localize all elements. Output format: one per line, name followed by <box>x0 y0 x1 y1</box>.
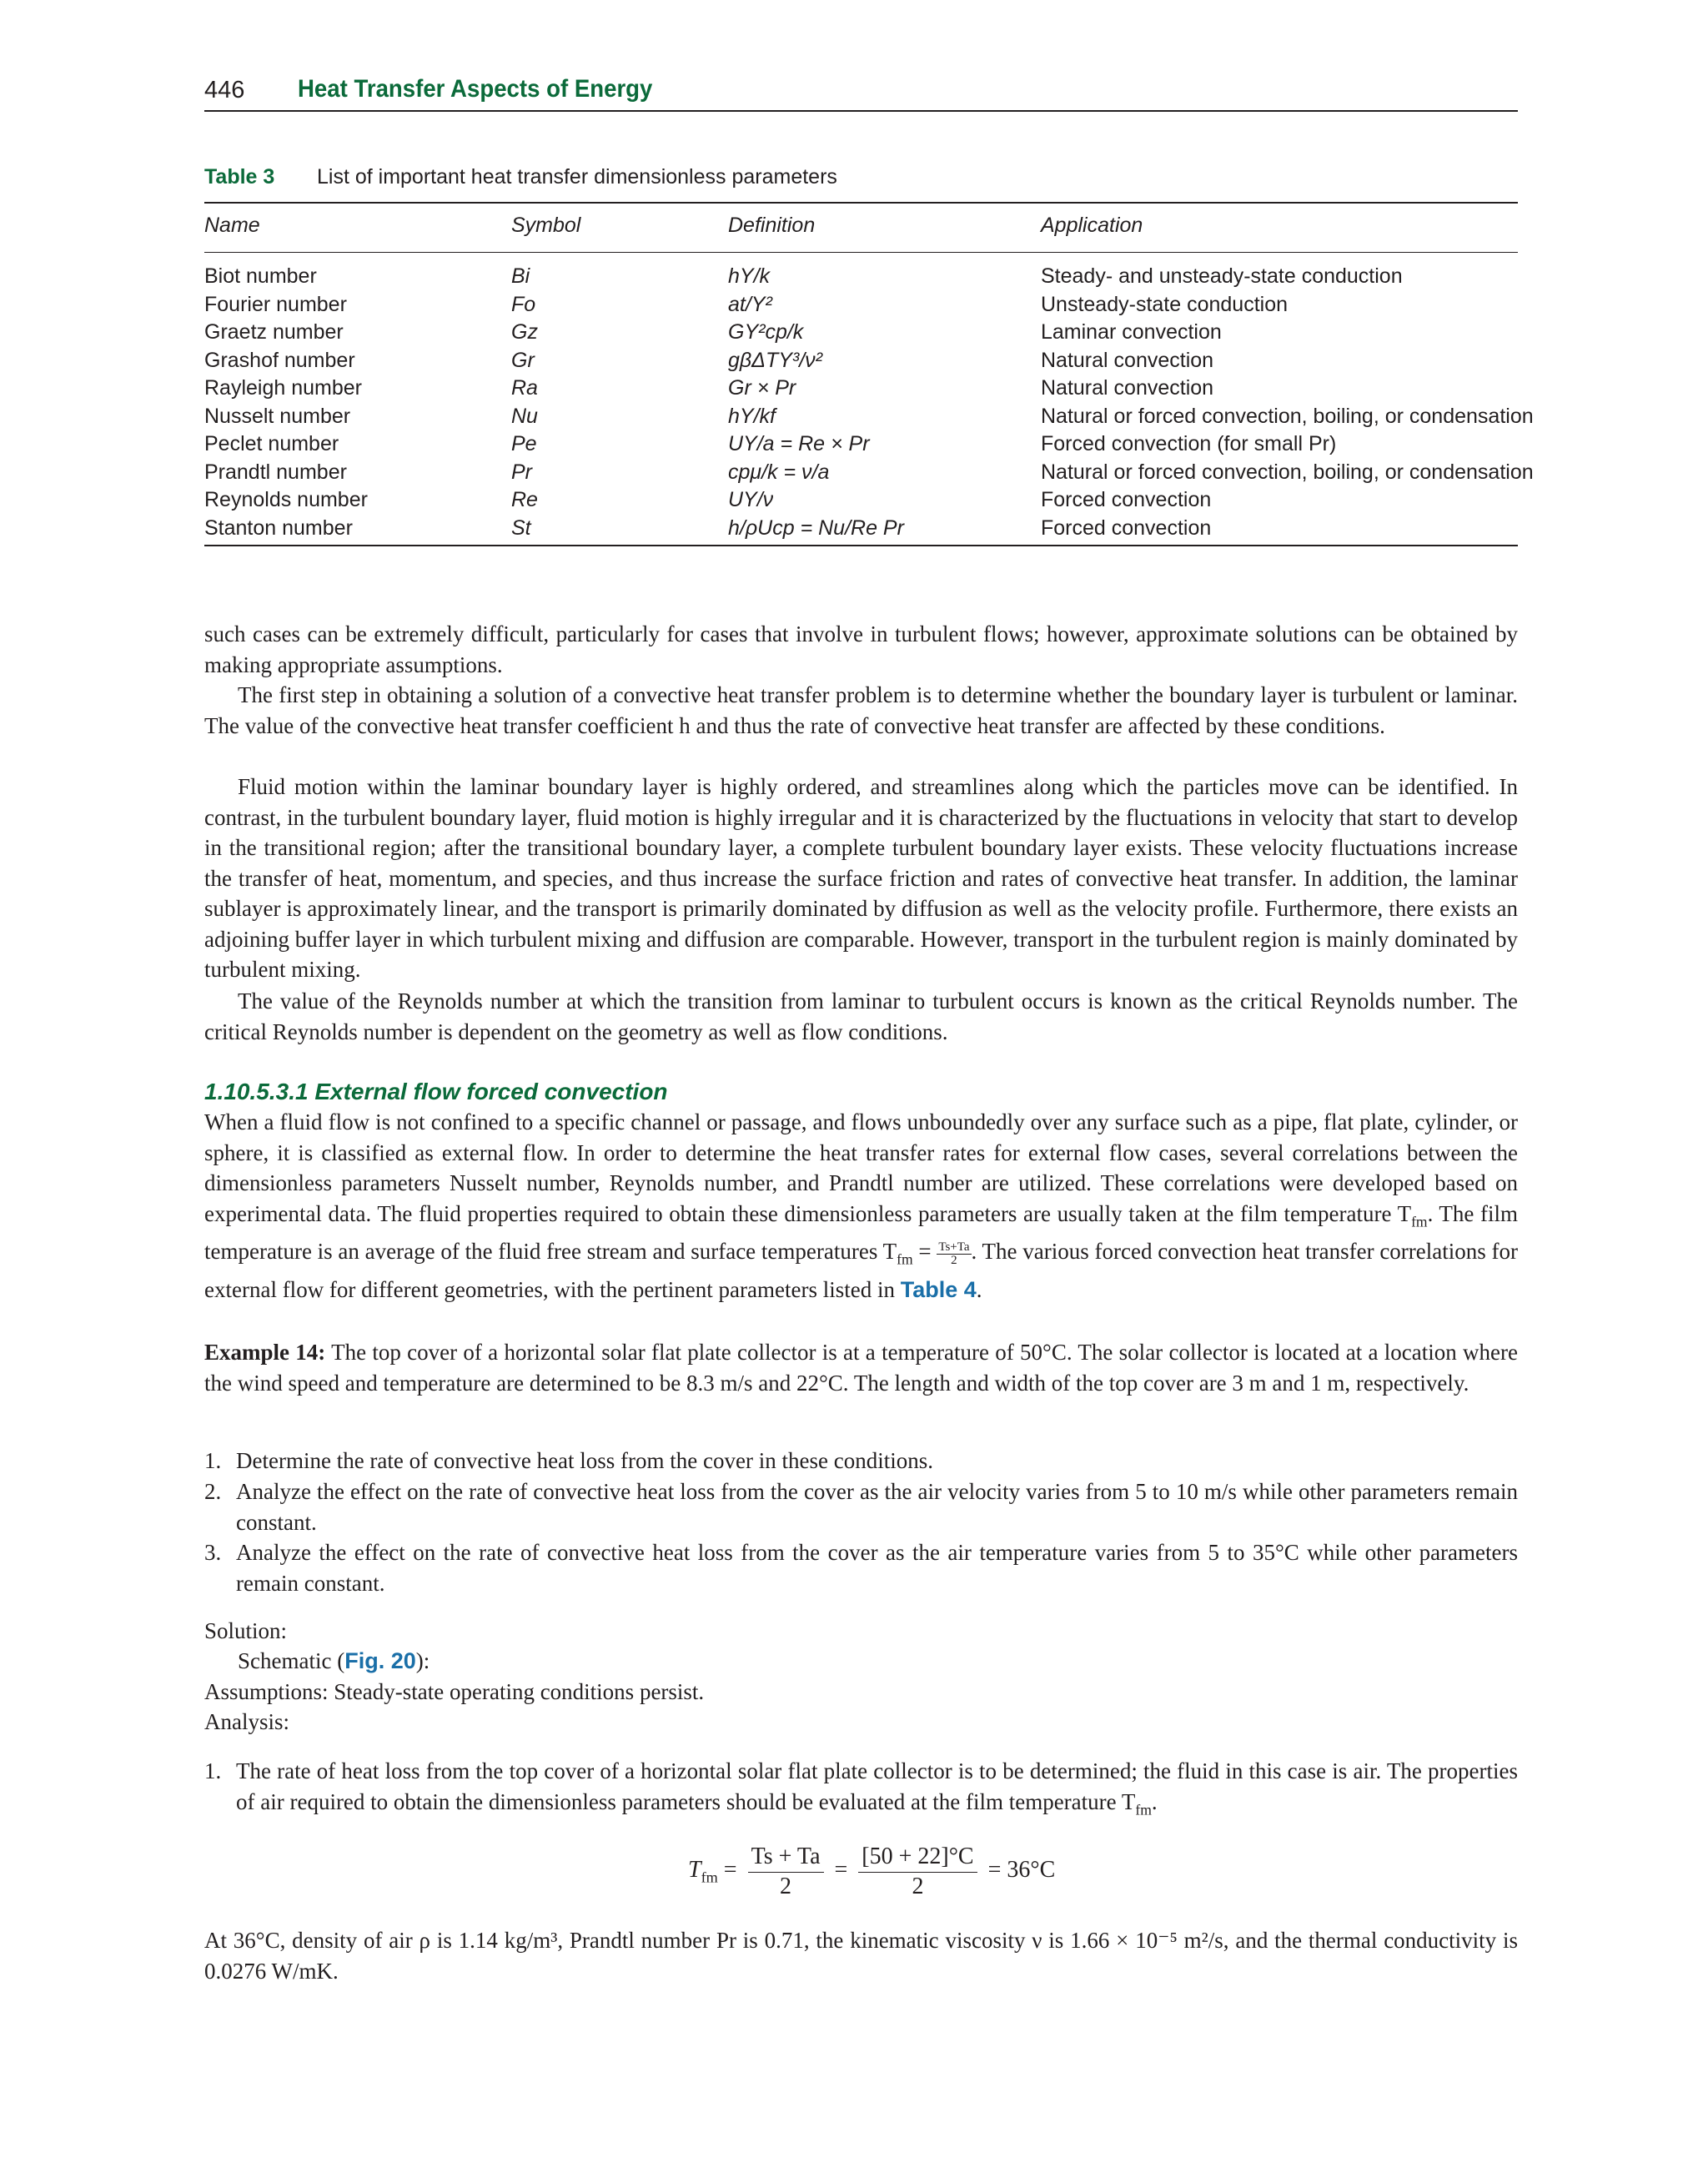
table-cell-name: Nusselt number <box>204 404 351 428</box>
column-header-symbol: Symbol <box>511 214 581 237</box>
schematic-line <box>238 1648 430 1674</box>
paragraph-5-part-c: . The various forced convection heat transfer correlations for external flow for different geometries, with the pertinent parameters listed in <box>204 1239 1518 1303</box>
analysis-item-1: 1. The rate of heat loss from the top cover of a horizontal solar flat plate collector is to be determined; the fluid in this case is air. The properties of air required to obtain the dimensionless parameters should be evaluated at the film temperature $T_{fm}$. <box>204 1758 1518 1818</box>
task-item-3: 3. Analyze the effect on the rate of convective heat loss from the cover as the air temperature varies from 5 to 35°C while other parameters remain constant. <box>204 1537 1518 1598</box>
paragraph-3: Fluid motion within the laminar boundary layer is highly ordered, and streamlines along which the particles move can be identified. In contrast, in the turbulent boundary layer, fluid motion is highly irregular and it is characterized by the fluctuations in velocity that start to develop in the transitional region; after the transitional boundary layer, a complete turbulent boundary layer exists. These velocity fluctuations increase the transfer of heat, momentum, and species, and thus increase the surface friction and rates of convective heat transfer. In addition, the laminar sublayer is approximately linear, and the transport is primarily dominated by diffusion as well as the velocity profile. Furthermore, there exists an adjoining buffer layer in which turbulent mixing and diffusion are comparable. However, transport in the turbulent region is mainly dominated by turbulent mixing. <box>204 774 1518 982</box>
book-title: Heat Transfer Aspects of Energy <box>298 75 653 103</box>
table-cell-symbol: St <box>511 516 531 540</box>
subscript-fm: fm <box>1411 1212 1428 1230</box>
task-text-3: Analyze the effect on the rate of convective heat loss from the cover as the air temperature varies from 5 to 35°C while other parameters remain constant. <box>236 1540 1518 1596</box>
table-header-row <box>204 204 1518 253</box>
table-row <box>204 376 1518 405</box>
parameters-table <box>204 202 1534 546</box>
table-row <box>204 488 1518 516</box>
table-cell-definition: Gr × Pr <box>728 376 796 400</box>
example-label: Example 14: <box>204 1340 326 1365</box>
example-14 <box>204 1337 1518 1398</box>
paragraph-1: such cases can be extremely difficult, particularly for cases that involve in turbulent flows; however, approximate solutions can be obtained by making appropriate assumptions. <box>204 621 1518 677</box>
column-header-application: Application <box>1041 214 1143 237</box>
table-cell-symbol: Re <box>511 488 538 511</box>
table-cell-symbol: Ra <box>511 376 538 400</box>
table-cell-application: Forced convection <box>1041 488 1212 511</box>
analysis-label: Analysis: <box>204 1709 290 1734</box>
equation-f1-numerator: Ts + Ta <box>748 1842 824 1873</box>
table-row <box>204 264 1518 293</box>
subscript-fm-3: fm <box>1135 1800 1152 1818</box>
equation-f1-denominator: 2 <box>780 1874 792 1899</box>
running-header <box>204 77 1518 112</box>
paragraph-4: The value of the Reynolds number at which the transition from laminar to turbulent occurs is known as the critical Reynolds number. The critical Reynolds number is dependent on the geometry as well as flow conditions. <box>204 988 1518 1044</box>
table-cell-definition: at/Y² <box>728 292 772 316</box>
table-row <box>204 320 1518 349</box>
table-cell-symbol: Pr <box>511 460 532 484</box>
schematic-suffix: ): <box>415 1648 430 1673</box>
table-cell-symbol: Fo <box>511 292 536 316</box>
paragraph-5-part-b: . The film temperature is an average of the fluid free stream and surface temperatures T <box>204 1200 1518 1265</box>
task-text-2: Analyze the effect on the rate of convective heat loss from the cover as the air velocity varies from 5 to 10 m/s while other parameters remain constant. <box>236 1479 1518 1535</box>
table-cell-symbol: Nu <box>511 404 538 428</box>
table-cell-definition: h/ρUcp = Nu/Re Pr <box>728 516 904 540</box>
table-cell-definition: gβΔTY³/ν² <box>728 348 823 372</box>
table-cell-application: Forced convection (for small Pr) <box>1041 432 1337 455</box>
paragraph-5: When a fluid flow is not confined to a specific channel or passage, and flows unboundedly over any surface such as a pipe, flat plate, cylinder, or sphere, it is classified as external flow. In order to determine the heat transfer rates for external flow cases, several correlations between the dimensionless parameters Nusselt number, Reynolds number, and Prandtl number are utilized. These correlations were developed based on experimental data. The fluid properties required to obtain these dimensionless parameters are usually taken at the film temperature $T_{fm}$. The film temperature is an average of the fluid free stream and surface temperatures $T_{fm}$ = $\frac{Ts+Ta}{2}$ . The various forced convection heat transfer correlations for external flow for different geometries, with the pertinent parameters listed in Table 4. <box>204 1109 1518 1303</box>
fig-20-link[interactable]: Fig. 20 <box>344 1648 416 1673</box>
fraction-denominator: 2 <box>951 1253 957 1267</box>
table-cell-definition: hY/kf <box>728 404 776 428</box>
table-row <box>204 460 1534 489</box>
table-cell-symbol: Pe <box>511 432 537 455</box>
equation-fraction-1 <box>748 1842 824 1901</box>
page-number: 446 <box>204 77 245 103</box>
task-item-1: 1. Determine the rate of convective heat loss from the cover in these conditions. <box>204 1446 1518 1476</box>
table-cell-name: Biot number <box>204 264 317 288</box>
section-heading: 1.10.5.3.1 External flow forced convection <box>204 1079 668 1104</box>
table-cell-name: Prandtl number <box>204 460 347 484</box>
schematic-prefix: Schematic ( <box>238 1648 345 1673</box>
equation-lhs: T <box>688 1856 701 1883</box>
table-cell-application: Forced convection <box>1041 516 1212 540</box>
task-item-2: 2. Analyze the effect on the rate of convective heat loss from the cover as the air velocity varies from 5 to 10 m/s while other parameters remain constant. <box>204 1476 1518 1537</box>
table-cell-name: Stanton number <box>204 516 353 540</box>
table-cell-definition: cpμ/k = ν/a <box>728 460 830 484</box>
table-cell-name: Fourier number <box>204 292 347 316</box>
column-header-definition: Definition <box>728 214 816 237</box>
table-row <box>204 293 1518 321</box>
table-cell-application: Natural or forced convection, boiling, or condensation <box>1041 404 1534 428</box>
table-cell-application: Natural convection <box>1041 348 1214 372</box>
table-cell-symbol: Bi <box>511 264 530 288</box>
equation-f2-numerator: [50 + 22]°C <box>858 1842 977 1873</box>
table-row <box>204 516 1518 545</box>
equation-f2-denominator: 2 <box>912 1874 924 1899</box>
table-row <box>204 349 1518 377</box>
solution-label: Solution: <box>204 1618 288 1643</box>
table-cell-name: Graetz number <box>204 320 344 344</box>
subscript-fm-2: fm <box>897 1250 913 1268</box>
table-cell-name: Peclet number <box>204 432 339 455</box>
fraction-numerator: Ts+Ta <box>938 1240 970 1254</box>
task-text-1: Determine the rate of convective heat loss from the cover in these conditions. <box>236 1448 933 1473</box>
film-temperature-fraction <box>937 1241 971 1267</box>
table-cell-application: Unsteady-state conduction <box>1041 292 1289 316</box>
table-cell-application: Natural convection <box>1041 376 1214 400</box>
table-cell-name: Reynolds number <box>204 488 368 511</box>
table-row <box>204 432 1518 460</box>
paragraph-final: At 36°C, density of air ρ is 1.14 kg/m³, Prandtl number Pr is 0.71, the kinematic viscosity ν is 1.66 × 10⁻⁵ m²/s, and the thermal conductivity is 0.0276 W/mK. <box>204 1928 1518 1984</box>
table-cell-symbol: Gz <box>511 320 538 344</box>
table-cell-name: Rayleigh number <box>204 376 362 400</box>
table-cell-application: Natural or forced convection, boiling, or condensation <box>1041 460 1534 484</box>
film-temperature-equation: $T_{fm}$ = $\frac{Ts + Ta}{2}$ = $\frac{[50 + 22]^\circ C}{2}$ = 36°C <box>688 1843 1056 1899</box>
equation-result: = 36°C <box>987 1856 1056 1883</box>
equation-lhs-sub: fm <box>701 1869 718 1886</box>
table-cell-symbol: Gr <box>511 348 535 372</box>
assumptions-line: Assumptions: Steady-state operating conditions persist. <box>204 1679 705 1704</box>
table-cell-application: Laminar convection <box>1041 320 1222 344</box>
table-cell-definition: UY/a = Re × Pr <box>728 432 870 455</box>
table-caption-text: List of important heat transfer dimensionless parameters <box>317 165 837 189</box>
table-cell-name: Grashof number <box>204 348 355 372</box>
table-caption <box>204 165 837 189</box>
example-text: The top cover of a horizontal solar flat plate collector is at a temperature of 50°C. The solar collector is located at a location where the wind speed and temperature are determined to be 8.3 m/s and 22°C. The length and width of the top cover are 3 m and 1 m, respectively. <box>204 1340 1518 1396</box>
paragraph-2: The first step in obtaining a solution of a convective heat transfer problem is to determine whether the boundary layer is turbulent or laminar. The value of the convective heat transfer coefficient h and thus the rate of convective heat transfer are affected by these conditions. <box>204 682 1518 738</box>
table-label: Table 3 <box>204 165 275 189</box>
table-cell-definition: UY/ν <box>728 488 774 511</box>
paragraph-5-part-a: When a fluid flow is not confined to a specific channel or passage, and flows unboundedly over any surface such as a pipe, flat plate, cylinder, or sphere, it is classified as external flow. In order to determine the heat transfer rates for external flow cases, several correlations between the dimensionless parameters Nusselt number, Reynolds number, and Prandtl number are utilized. These correlations were developed based on experimental data. The fluid properties required to obtain these dimensionless parameters are usually taken at the film temperature T <box>204 1109 1518 1226</box>
table-4-link[interactable]: Table 4 <box>900 1277 977 1303</box>
table-body <box>204 253 1534 545</box>
column-header-name: Name <box>204 214 260 237</box>
table-cell-application: Steady- and unsteady-state conduction <box>1041 264 1403 288</box>
analysis-text: The rate of heat loss from the top cover of a horizontal solar flat plate collector is to be determined; the fluid in this case is air. The properties of air required to obtain the dimensionless parameters should be evaluated at the film temperature T <box>236 1758 1518 1814</box>
equation-fraction-2 <box>858 1842 977 1901</box>
table-row <box>204 404 1534 433</box>
table-cell-definition: GY²cp/k <box>728 320 804 344</box>
table-cell-definition: hY/k <box>728 264 771 288</box>
